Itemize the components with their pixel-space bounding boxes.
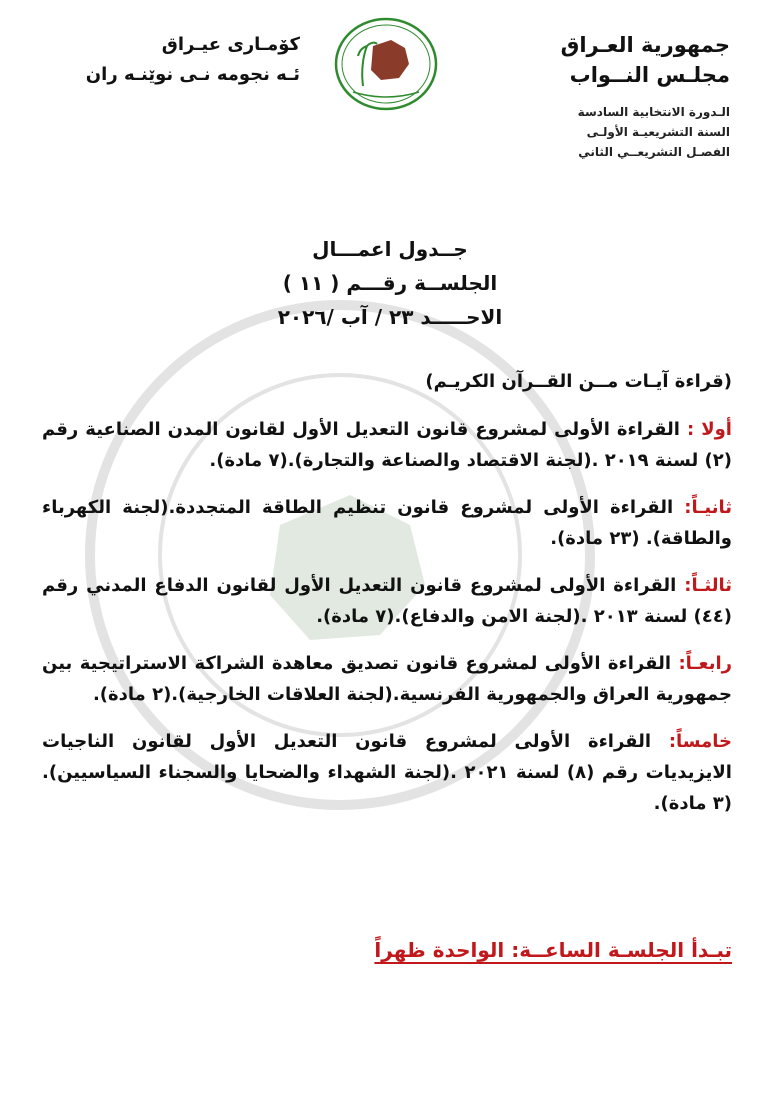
agenda-item-text: القراءة الأولى لمشروع قانون التعديل الأول لقانون المدن الصناعية رقم (٢) لسنة ٢٠١٩ .(لجنة الاقتصاد والصناعة والتجارة).(٧ مادة).	[42, 419, 732, 471]
session-date: الاحـــــد ٢٣ / آب /٢٠٢٦	[277, 305, 503, 329]
agenda-item	[42, 726, 732, 819]
agenda-item-text: القراءة الأولى لمشروع قانون التعديل الأول لقانون الناجيات الايزيديات رقم (٨) لسنة ٢٠٢١ .(لجنة الشهداء والضحايا والسجناء السياسيين).(٣ مادة).	[42, 731, 732, 814]
agenda-item-label: خامساً:	[668, 731, 732, 752]
header-legislative-term: الفصـل التشريعــي الثاني	[578, 145, 730, 159]
header-legislative-year: السنة التشريعيـة الأولـى	[586, 125, 730, 139]
agenda-item	[42, 648, 732, 710]
agenda-item-text: القراءة الأولى لمشروع قانون تصديق معاهدة الشراكة الاستراتيجية بين جمهورية العراق والجمهورية الفرنسية.(لجنة العلاقات الخارجية).(٢ مادة).	[42, 653, 732, 705]
session-start-time: تبـدأ الجلسـة الساعــة: الواحدة ظهراً	[374, 938, 732, 962]
agenda-item-label: ثالثـاً:	[684, 575, 732, 596]
session-number: الجلســة رقـــم ( ١١ )	[282, 271, 498, 295]
agenda-item	[42, 492, 732, 554]
agenda-items	[42, 414, 732, 835]
header-country: جمهورية العـراق	[560, 33, 730, 57]
agenda-title-block	[0, 232, 780, 334]
agenda-item	[42, 414, 732, 476]
agenda-item	[42, 570, 732, 632]
agenda-item-label: رابعـاً:	[678, 653, 732, 674]
header-country-kurdish: كۆمـارى عيـراق	[161, 34, 300, 55]
header-session-info	[500, 102, 730, 162]
parliament-emblem-icon	[333, 16, 439, 112]
header-left	[60, 30, 300, 90]
agenda-title: جــدول اعمـــال	[312, 237, 468, 261]
opening-line: (قراءة آيـات مــن القــرآن الكريـم)	[425, 371, 732, 392]
agenda-item-text: القراءة الأولى لمشروع قانون التعديل الأول لقانون الدفاع المدني رقم (٤٤) لسنة ٢٠١٣ .(لجنة الامن والدفاع).(٧ مادة).	[42, 575, 732, 627]
header-institution-kurdish: ئـه نجومه نـی نوێنـه ران	[85, 64, 300, 85]
agenda-item-label: أولا :	[687, 419, 732, 440]
header-right	[500, 30, 730, 162]
agenda-item-text: القراءة الأولى لمشروع قانون تنظيم الطاقة المتجددة.(لجنة الكهرباء والطاقة). (٢٣ مادة).	[42, 497, 732, 549]
agenda-item-label: ثانيـاً:	[684, 497, 732, 518]
header-electoral-term: الـدورة الانتخابية السادسة	[577, 105, 730, 119]
header-institution: مجلـس النــواب	[569, 63, 730, 87]
